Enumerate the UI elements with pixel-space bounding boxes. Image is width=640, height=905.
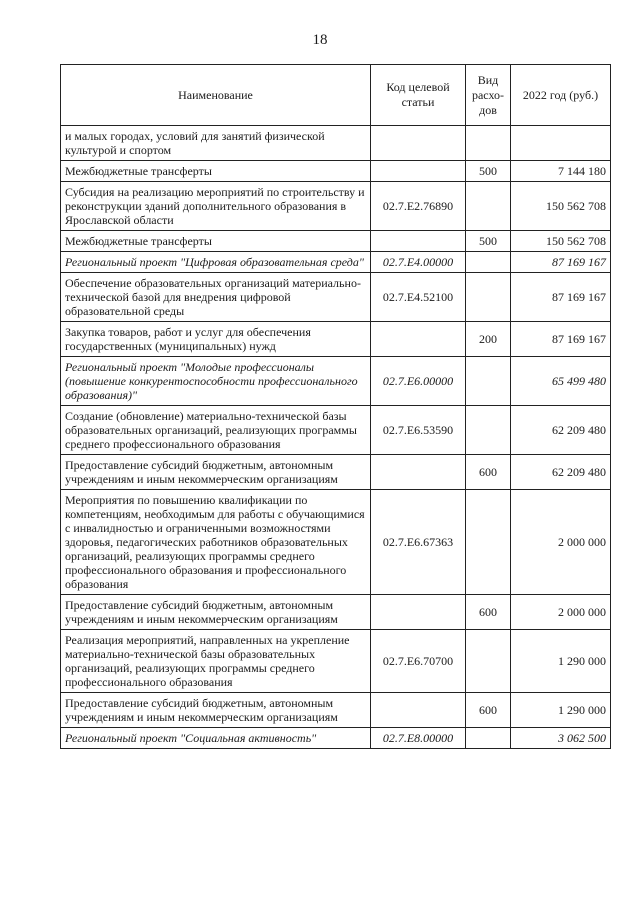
cell-code [371,231,466,252]
table-row [61,322,611,357]
cell-name: Реализация мероприятий, направленных на укрепление материально-технической базы образовательных организаций, реализующих программы среднего профессионального образования [61,630,371,693]
header-name: Наименование [61,65,371,126]
cell-code: 02.7.E4.00000 [371,252,466,273]
cell-code: 02.7.E2.76890 [371,182,466,231]
cell-code: 02.7.E6.70700 [371,630,466,693]
cell-name: Предоставление субсидий бюджетным, автономным учреждениям и иным некоммерческим организациям [61,455,371,490]
cell-code [371,595,466,630]
cell-name: Мероприятия по повышению квалификации по компетенциям, необходимым для работы с обучающимися с инвалидностью и ограниченными возможностями здоровья, педагогических работников образовательных организаций, реализующих программы среднего профессионального образования и профессионального образования [61,490,371,595]
table-row [61,231,611,252]
cell-amount: 65 499 480 [511,357,611,406]
budget-table [60,64,611,749]
cell-amount: 62 209 480 [511,406,611,455]
table-row [61,490,611,595]
cell-amount: 1 290 000 [511,630,611,693]
cell-code [371,161,466,182]
cell-vid [466,126,511,161]
table-row [61,252,611,273]
table-row [61,406,611,455]
cell-vid [466,357,511,406]
cell-amount: 150 562 708 [511,182,611,231]
cell-name: Межбюджетные трансферты [61,161,371,182]
cell-vid: 600 [466,693,511,728]
cell-vid [466,406,511,455]
cell-code [371,126,466,161]
table-row [61,126,611,161]
cell-name: Межбюджетные трансферты [61,231,371,252]
cell-vid: 500 [466,231,511,252]
cell-vid [466,490,511,595]
cell-amount: 87 169 167 [511,252,611,273]
table-row [61,161,611,182]
cell-amount [511,126,611,161]
cell-code: 02.7.E8.00000 [371,728,466,749]
cell-code: 02.7.E6.67363 [371,490,466,595]
page-number: 18 [312,32,328,48]
cell-vid: 600 [466,595,511,630]
cell-amount: 62 209 480 [511,455,611,490]
cell-amount: 3 062 500 [511,728,611,749]
cell-amount: 7 144 180 [511,161,611,182]
cell-name: Закупка товаров, работ и услуг для обеспечения государственных (муниципальных) нужд [61,322,371,357]
cell-code [371,693,466,728]
cell-vid [466,273,511,322]
cell-amount: 87 169 167 [511,273,611,322]
cell-vid: 200 [466,322,511,357]
cell-name: Обеспечение образовательных организаций материально-технической базой для внедрения цифровой образовательной среды [61,273,371,322]
cell-amount: 150 562 708 [511,231,611,252]
cell-amount: 2 000 000 [511,595,611,630]
cell-amount: 2 000 000 [511,490,611,595]
cell-name: Предоставление субсидий бюджетным, автономным учреждениям и иным некоммерческим организациям [61,693,371,728]
cell-code [371,455,466,490]
cell-vid [466,728,511,749]
cell-vid [466,182,511,231]
header-code: Код целевой статьи [371,65,466,126]
cell-name: Предоставление субсидий бюджетным, автономным учреждениям и иным некоммерческим организациям [61,595,371,630]
cell-vid: 500 [466,161,511,182]
cell-name: и малых городах, условий для занятий физической культурой и спортом [61,126,371,161]
cell-name: Региональный проект "Молодые профессионалы (повышение конкурентоспособности профессионального образования)" [61,357,371,406]
table-row [61,182,611,231]
cell-vid [466,252,511,273]
cell-name: Создание (обновление) материально-технической базы образовательных организаций, реализующих программы среднего профессионального образования [61,406,371,455]
cell-code: 02.7.E6.53590 [371,406,466,455]
cell-amount: 87 169 167 [511,322,611,357]
cell-name: Региональный проект "Цифровая образовательная среда" [61,252,371,273]
table-row [61,595,611,630]
table-row [61,357,611,406]
table-row [61,728,611,749]
cell-vid [466,630,511,693]
cell-amount: 1 290 000 [511,693,611,728]
header-vid: Вид расхо-дов [466,65,511,126]
cell-code: 02.7.E4.52100 [371,273,466,322]
cell-name: Субсидия на реализацию мероприятий по строительству и реконструкции зданий дополнительного образования в Ярославской области [61,182,371,231]
cell-vid: 600 [466,455,511,490]
header-amount: 2022 год (руб.) [511,65,611,126]
cell-name: Региональный проект "Социальная активность" [61,728,371,749]
table-row [61,455,611,490]
table-row [61,273,611,322]
table-row [61,630,611,693]
table-row [61,693,611,728]
cell-code: 02.7.E6.00000 [371,357,466,406]
cell-code [371,322,466,357]
table-header-row [61,65,611,126]
